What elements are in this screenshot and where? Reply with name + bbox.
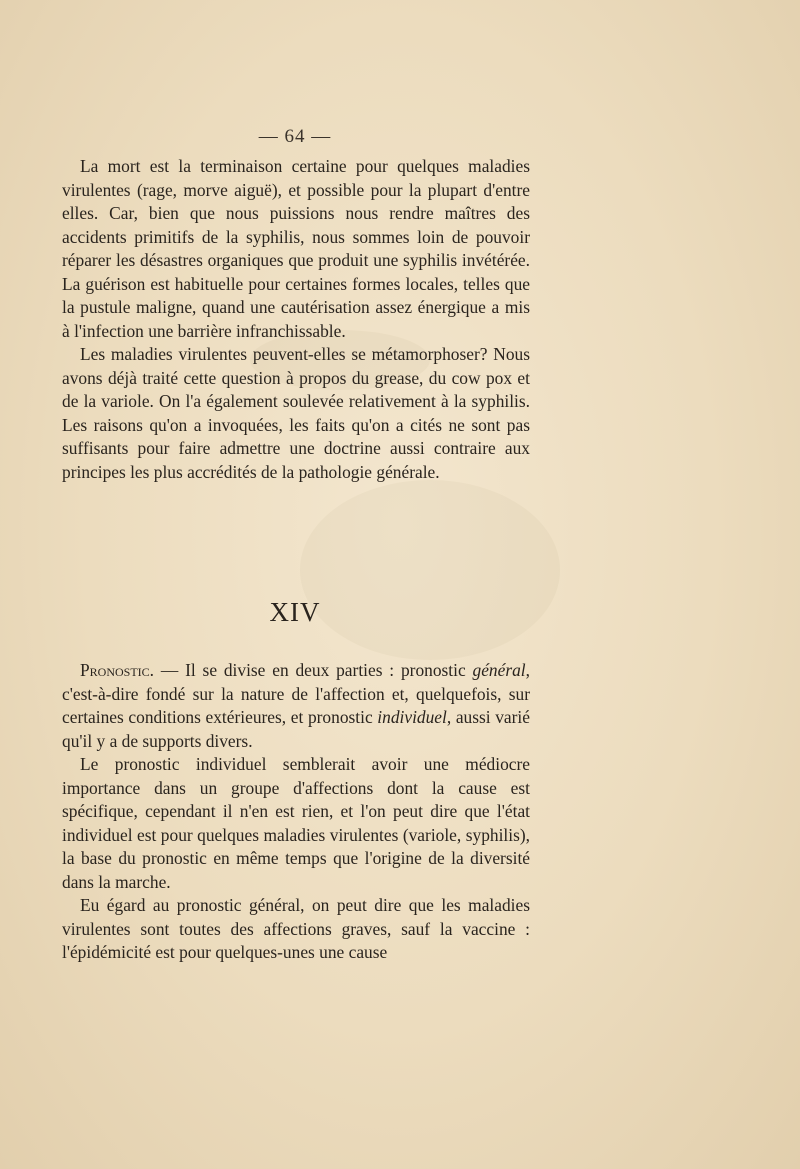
- text-block-upper: [62, 155, 530, 484]
- pronostic-individuel-term: individuel: [377, 707, 447, 727]
- section-heading: XIV: [269, 597, 321, 627]
- paragraph-pronostic: [62, 659, 530, 753]
- paragraph-individual-prognosis: Le pronostic individuel semblerait avoir une médiocre importance dans un groupe d'affections dont la cause est spécifique, cependant il n'en est rien, et l'on peut dire que l'état individuel est pour quelques maladies virulentes (variole, syphilis), la base du pronostic en même temps que l'origine de la diversité dans la marche.: [62, 754, 530, 892]
- pronostic-text-3: , aussi varié qu'il y a de supports divers.: [62, 707, 530, 751]
- pronostic-general-term: général: [472, 660, 526, 680]
- pronostic-text-1: Il se divise en deux parties : pronostic: [185, 660, 473, 680]
- pronostic-label: Pronostic.: [80, 660, 155, 680]
- pronostic-dash: —: [154, 660, 186, 680]
- text-block-lower: [62, 659, 530, 965]
- paragraph-general-prognosis: Eu égard au pronostic général, on peut dire que les maladies virulentes sont toutes des affections graves, sauf la vaccine : l'épidémicité est pour quelques-unes une cause: [62, 895, 530, 962]
- paragraph-metamorphosis: Les maladies virulentes peuvent-elles se métamorphoser? Nous avons déjà traité cette question à propos du grease, du cow pox et de la variole. On l'a également soulevée relativement à la syphilis. Les raisons qu'on a invoquées, les faits qu'on a cités ne sont pas suffisants pour faire admettre une doctrine aussi contraire aux principes les plus accrédités de la pathologie générale.: [62, 344, 530, 482]
- paper-stain: [300, 480, 560, 660]
- paragraph-mortality: La mort est la terminaison certaine pour quelques maladies virulentes (rage, morve aiguë), et possible pour la plupart d'entre elles. Car, bien que nous puissions nous rendre maîtres des accidents primitifs de la syphilis, nous sommes loin de pouvoir réparer les désastres organiques que produit une syphilis invétérée. La guérison est habituelle pour certaines formes locales, telles que la pustule maligne, quand une cautérisation assez énergique a mis à l'infection une barrière infranchissable.: [62, 156, 530, 341]
- page-number: — 64 —: [258, 126, 332, 147]
- pronostic-text-2: , c'est-à-dire fondé sur la nature de l'affection et, quelquefois, sur certaines conditions extérieures, et pronostic: [62, 660, 530, 727]
